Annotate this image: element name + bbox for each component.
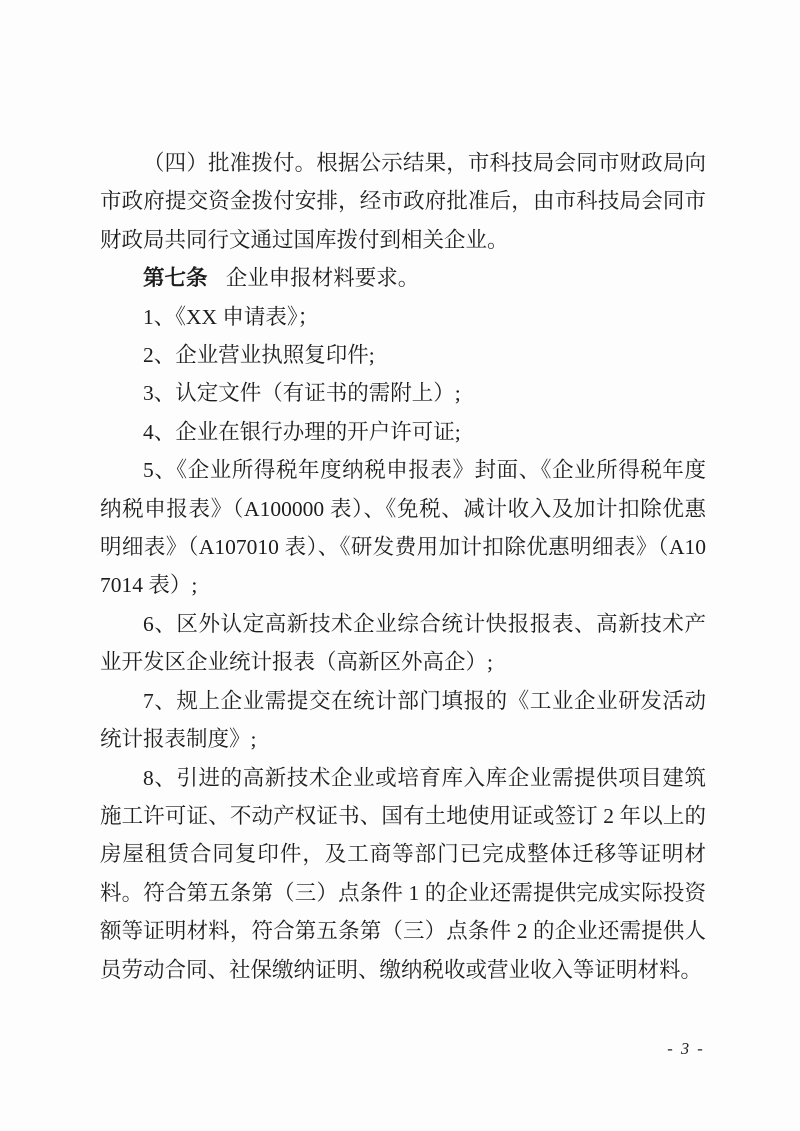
list-item-2: 2、企业营业执照复印件; [143,343,375,368]
article-7-heading [100,259,706,297]
list-item-7: 7、规上企业需提交在统计部门填报的《工业企业研发活动统计报表制度》; [100,688,706,752]
list-item-8: 8、引进的高新技术企业或培育库入库企业需提供项目建筑施工许可证、不动产权证书、国有土地使用证或签订 2 年以上的房屋租赁合同复印件，及工商等部门已完成整体迁移等证明材料。符合第五条第（三）点条件 1 的企业还需提供完成实际投资额等证明材料，符合第五条第（三）点条件 2 的企业还需提供人员劳动合同、社保缴纳证明、缴纳税收或营业收入等证明材料。 [100,765,706,982]
list-item-6: 6、区外认定高新技术企业综合统计快报报表、高新技术产业开发区企业统计报表（高新区外高企）; [100,611,706,675]
article-7-title: 企业申报材料要求。 [225,266,420,291]
list-item-4: 4、企业在银行办理的开户许可证; [143,419,461,444]
page-number: - 3 - [667,1039,705,1058]
list-item-1: 1、《XX 申请表》； [143,304,320,329]
paragraph-approval-payment: （四）批准拨付。根据公示结果，市科技局会同市财政局向市政府提交资金拨付安排，经市政府批准后，由市科技局会同市财政局共同行文通过国库拨付到相关企业。 [100,151,706,252]
list-item-5: 5、《企业所得税年度纳税申报表》封面、《企业所得税年度纳税申报表》（A100000 表）、《免税、减计收入及加计扣除优惠明细表》（A107010 表）、《研发费用加计扣除优惠明细表》（A107014 表）; [100,458,706,598]
list-item-3: 3、认定文件（有证书的需附上）; [143,381,461,406]
document-body [100,144,706,989]
article-7-label: 第七条 [143,266,208,291]
